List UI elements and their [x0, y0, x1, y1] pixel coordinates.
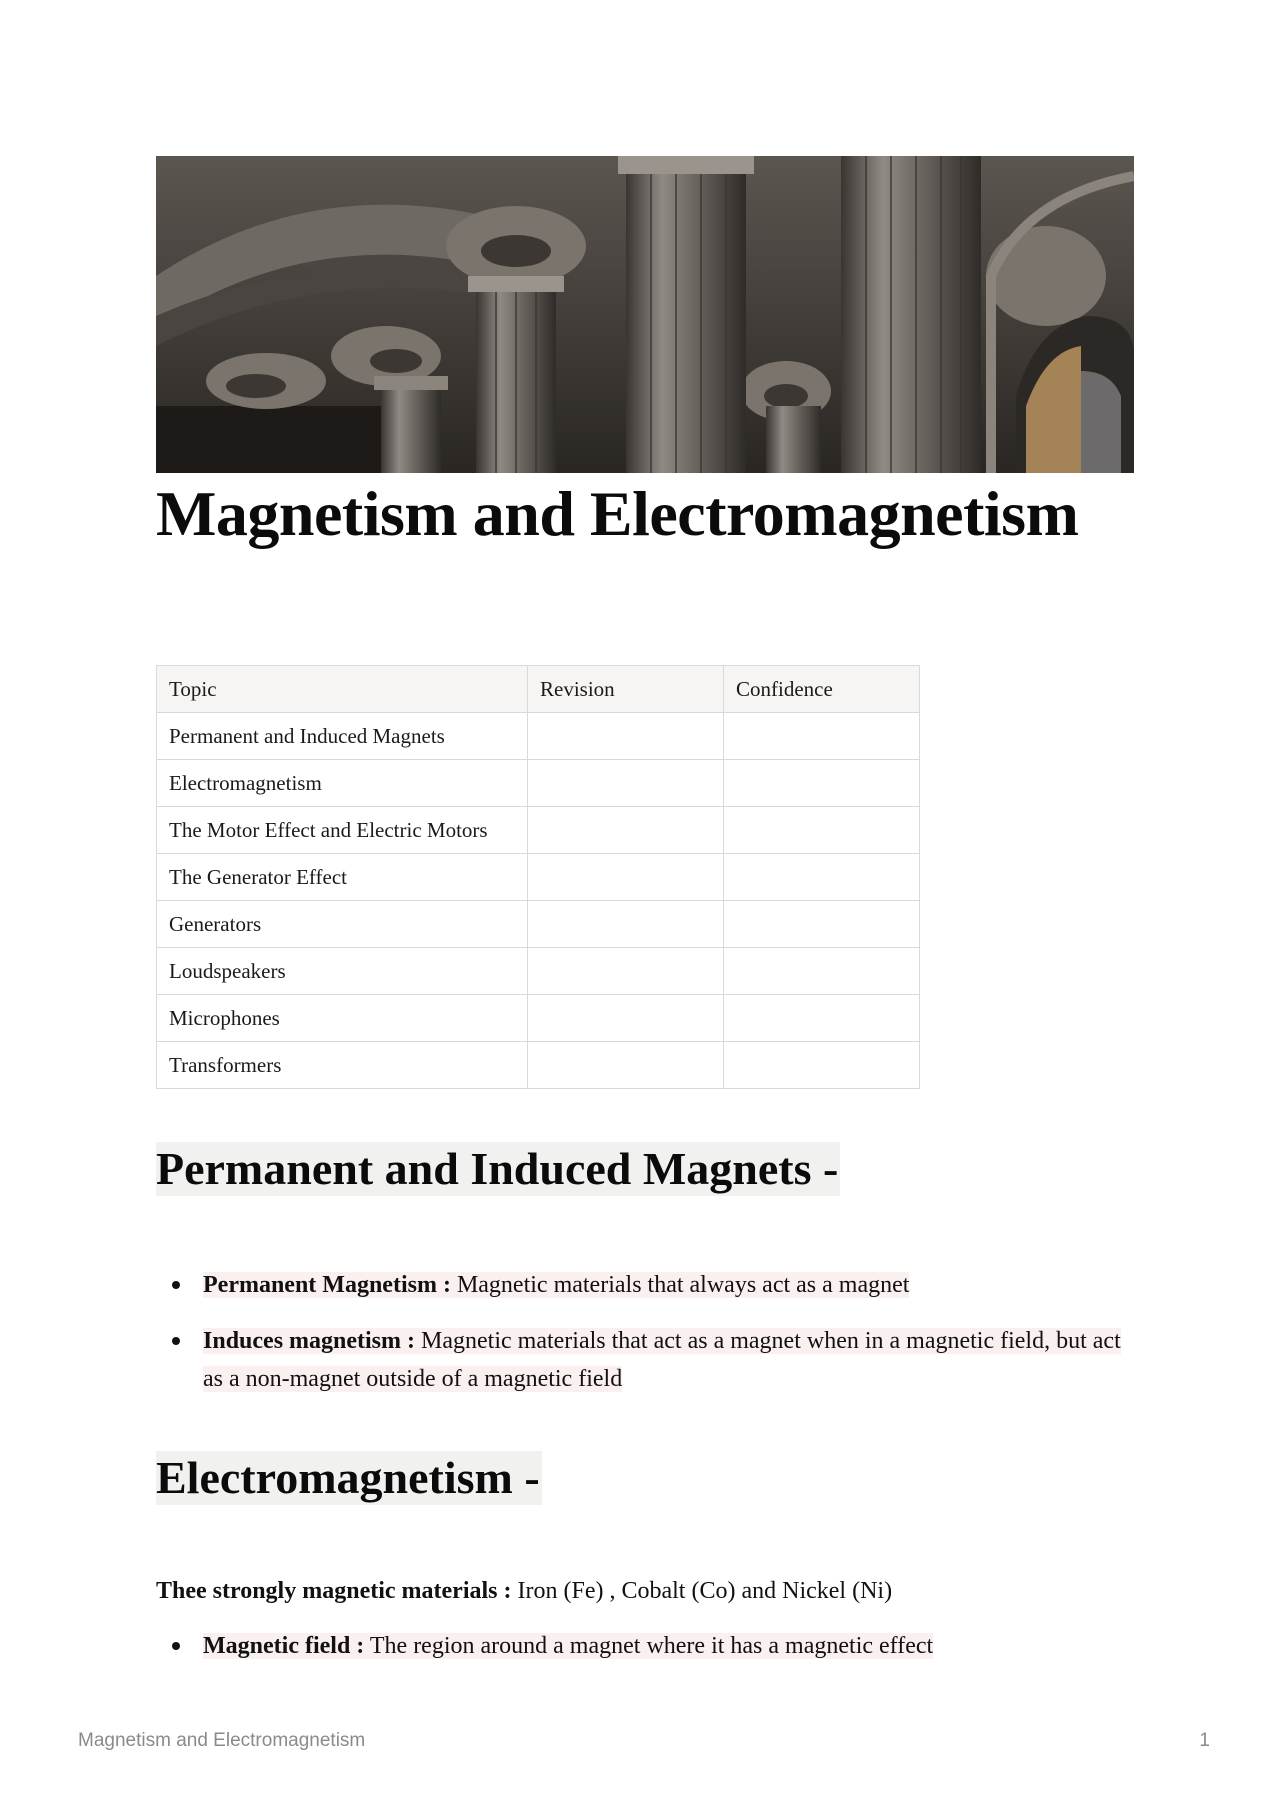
confidence-cell[interactable]: [724, 901, 920, 948]
revision-cell[interactable]: [528, 901, 724, 948]
list-item: [203, 1266, 1133, 1304]
bullet-term: Magnetic field :: [203, 1633, 365, 1659]
header-confidence: Confidence: [724, 666, 920, 713]
banner-image: [156, 156, 1134, 473]
table-row: [157, 948, 920, 995]
topic-cell: Electromagnetism: [157, 760, 528, 807]
materials-term: Thee strongly magnetic materials :: [156, 1578, 512, 1604]
topic-cell: Microphones: [157, 995, 528, 1042]
bullet-text: [203, 1328, 1121, 1392]
list-item: [203, 1322, 1133, 1398]
table-row: [157, 760, 920, 807]
confidence-cell[interactable]: [724, 807, 920, 854]
confidence-cell[interactable]: [724, 995, 920, 1042]
bullet-term: Induces magnetism :: [203, 1328, 416, 1354]
bullet-definition: The region around a magnet where it has a magnetic effect: [369, 1633, 934, 1659]
header-topic: Topic: [157, 666, 528, 713]
confidence-cell[interactable]: [724, 713, 920, 760]
table-row: [157, 1042, 920, 1089]
table-header-row: [157, 666, 920, 713]
footer-title: Magnetism and Electromagnetism: [78, 1730, 366, 1751]
confidence-cell[interactable]: [724, 854, 920, 901]
topic-cell: The Motor Effect and Electric Motors: [157, 807, 528, 854]
topic-cell: Permanent and Induced Magnets: [157, 713, 528, 760]
revision-cell[interactable]: [528, 713, 724, 760]
bullet-icon: [172, 1281, 180, 1289]
table-row: [157, 713, 920, 760]
revision-cell[interactable]: [528, 1042, 724, 1089]
table-row: [157, 854, 920, 901]
list-item: [203, 1627, 1133, 1665]
topic-cell: Loudspeakers: [157, 948, 528, 995]
bullet-text: [203, 1633, 933, 1659]
topic-cell: Generators: [157, 901, 528, 948]
header-revision: Revision: [528, 666, 724, 713]
magnetic-materials-paragraph: [156, 1572, 892, 1610]
section2-bullet-list: [156, 1627, 1133, 1683]
materials-text: Iron (Fe) , Cobalt (Co) and Nickel (Ni): [517, 1578, 893, 1604]
topic-cell: The Generator Effect: [157, 854, 528, 901]
confidence-cell[interactable]: [724, 948, 920, 995]
table-row: [157, 901, 920, 948]
bullet-icon: [172, 1642, 180, 1650]
section-heading-permanent-induced: Permanent and Induced Magnets -: [156, 1143, 839, 1194]
confidence-cell[interactable]: [724, 760, 920, 807]
revision-cell[interactable]: [528, 807, 724, 854]
revision-cell[interactable]: [528, 995, 724, 1042]
confidence-cell[interactable]: [724, 1042, 920, 1089]
bullet-text: [203, 1272, 909, 1298]
bullet-definition: Magnetic materials that always act as a magnet: [456, 1272, 910, 1298]
footer-page-number: 1: [1199, 1730, 1210, 1751]
revision-cell[interactable]: [528, 854, 724, 901]
table-row: [157, 807, 920, 854]
section1-bullet-list: [156, 1266, 1133, 1416]
bullet-icon: [172, 1337, 180, 1345]
table-row: [157, 995, 920, 1042]
document-title: Magnetism and Electromagnetism: [156, 478, 1079, 549]
revision-cell[interactable]: [528, 948, 724, 995]
bullet-definition: Magnetic materials that act as a magnet when in a magnetic field, but act as a non-magnet outside of a magnetic field: [203, 1328, 1121, 1392]
revision-table: [156, 665, 920, 1089]
revision-cell[interactable]: [528, 760, 724, 807]
columns-illustration: [156, 156, 1134, 473]
section-heading-electromagnetism: Electromagnetism -: [156, 1452, 540, 1503]
topic-cell: Transformers: [157, 1042, 528, 1089]
bullet-term: Permanent Magnetism :: [203, 1272, 451, 1298]
